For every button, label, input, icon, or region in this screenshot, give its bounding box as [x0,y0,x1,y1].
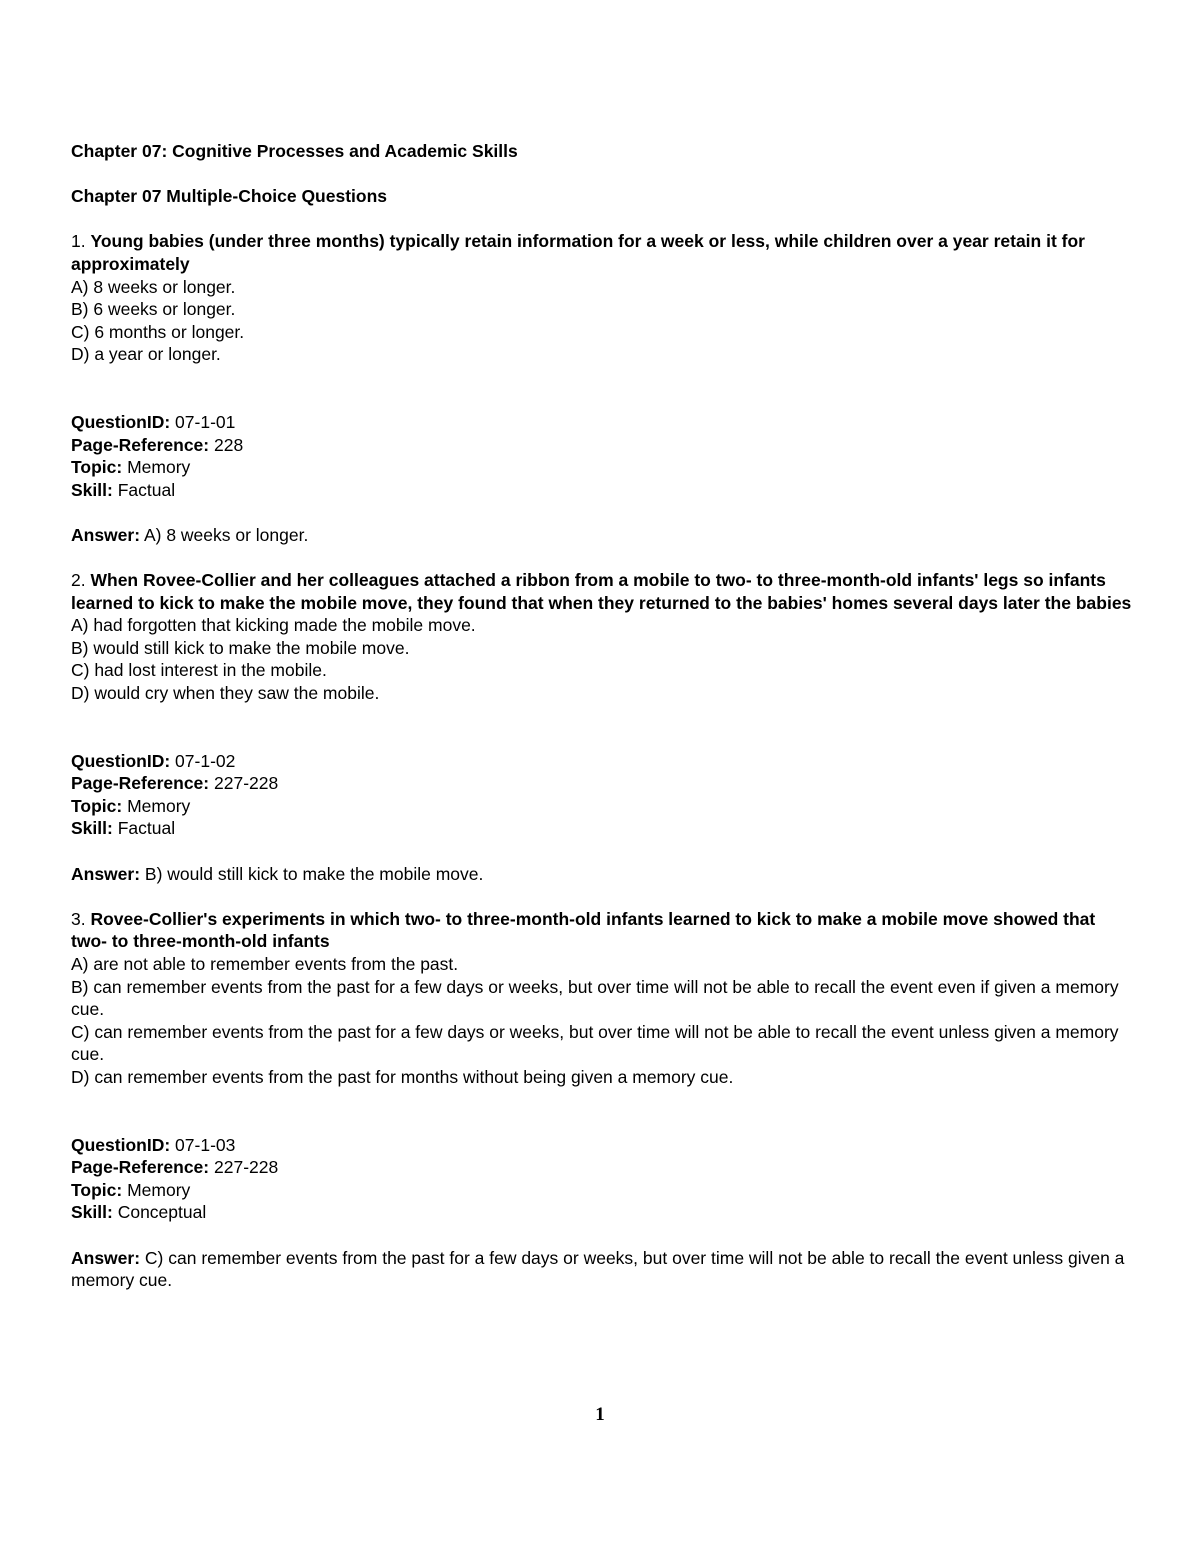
page-reference-line [71,1156,1133,1179]
answer-value: B) would still kick to make the mobile move. [144,863,484,884]
answer-label: Answer: [71,1247,141,1268]
skill-label: Skill: [71,1202,113,1223]
question-id-line [71,1134,1133,1157]
answer-label: Answer: [71,524,141,545]
answer-value: A) 8 weeks or longer. [143,524,309,545]
answer-option: B) 6 weeks or longer. [71,299,236,320]
skill-label: Skill: [71,479,113,500]
page-reference-line [71,772,1133,795]
question-block [71,908,1133,1292]
answer-option: B) can remember events from the past for a few days or weeks, but over time will not be able to recall the event even if given a memory cue. [71,976,1119,1020]
page-reference-value: 228 [214,434,244,455]
question-id-value: 07-1-03 [175,1134,236,1155]
page-reference-line [71,434,1133,457]
skill-line [71,817,1133,840]
topic-value: Memory [127,1179,191,1200]
topic-label: Topic: [71,795,123,816]
skill-line [71,1201,1133,1224]
skill-line [71,479,1133,502]
answer-option: D) can remember events from the past for months without being given a memory cue. [71,1066,734,1087]
page-reference-value: 227-228 [214,773,279,794]
answer-option: A) had forgotten that kicking made the mobile move. [71,615,476,636]
question-stem-paragraph [71,230,1133,275]
answer-value: C) can remember events from the past for a few days or weeks, but over time will not be able to recall the event unless given a memory cue. [71,1247,1125,1291]
page-reference-value: 227-228 [214,1157,279,1178]
chapter-title: Chapter 07: Cognitive Processes and Academic Skills [71,141,518,161]
question-block [71,230,1133,569]
topic-value: Memory [127,795,191,816]
answer-line [71,524,1133,547]
question-block [71,569,1133,908]
answer-label: Answer: [71,863,141,884]
skill-value: Factual [117,479,176,500]
skill-value: Factual [117,818,176,839]
question-id-label: QuestionID: [71,750,171,771]
question-stem-paragraph [71,908,1133,953]
answer-line [71,863,1133,886]
question-id-value: 07-1-01 [175,411,236,432]
question-number: 3. [71,908,86,929]
page-reference-label: Page-Reference: [71,1157,210,1178]
question-number: 1. [71,231,86,252]
question-stem: Young babies (under three months) typically retain information for a week or less, while children over a year retain it for approximately [71,231,1085,274]
answer-option: C) 6 months or longer. [71,321,245,342]
document-page [71,140,1133,1292]
answer-option: C) can remember events from the past for a few days or weeks, but over time will not be able to recall the event unless given a memory cue. [71,1021,1119,1065]
answer-option: D) a year or longer. [71,344,221,365]
question-stem-paragraph [71,569,1133,614]
page-number: 1 [595,1404,605,1425]
topic-line [71,456,1133,479]
question-id-line [71,750,1133,773]
answer-line [71,1247,1133,1292]
skill-label: Skill: [71,818,113,839]
topic-line [71,795,1133,818]
question-id-line [71,411,1133,434]
topic-label: Topic: [71,1179,123,1200]
page-reference-label: Page-Reference: [71,434,210,455]
question-number: 2. [71,570,86,591]
topic-value: Memory [127,457,191,478]
answer-option: A) 8 weeks or longer. [71,276,236,297]
page-reference-label: Page-Reference: [71,773,210,794]
answer-option: C) had lost interest in the mobile. [71,660,327,681]
question-stem: When Rovee-Collier and her colleagues attached a ribbon from a mobile to two- to three-month-old infants' legs so infants learned to kick to make the mobile move, they found that when they returned to the babies' homes several days later the babies [71,570,1132,613]
topic-line [71,1179,1133,1202]
question-id-value: 07-1-02 [175,750,236,771]
answer-option: B) would still kick to make the mobile move. [71,637,410,658]
question-id-label: QuestionID: [71,411,171,432]
topic-label: Topic: [71,457,123,478]
skill-value: Conceptual [117,1202,207,1223]
section-title: Chapter 07 Multiple-Choice Questions [71,186,388,207]
question-id-label: QuestionID: [71,1134,171,1155]
answer-option: A) are not able to remember events from the past. [71,954,459,974]
answer-option: D) would cry when they saw the mobile. [71,683,380,704]
question-stem: Rovee-Collier's experiments in which two- to three-month-old infants learned to kick to make a mobile move showed that two- to three-month-old infants [71,908,1096,952]
